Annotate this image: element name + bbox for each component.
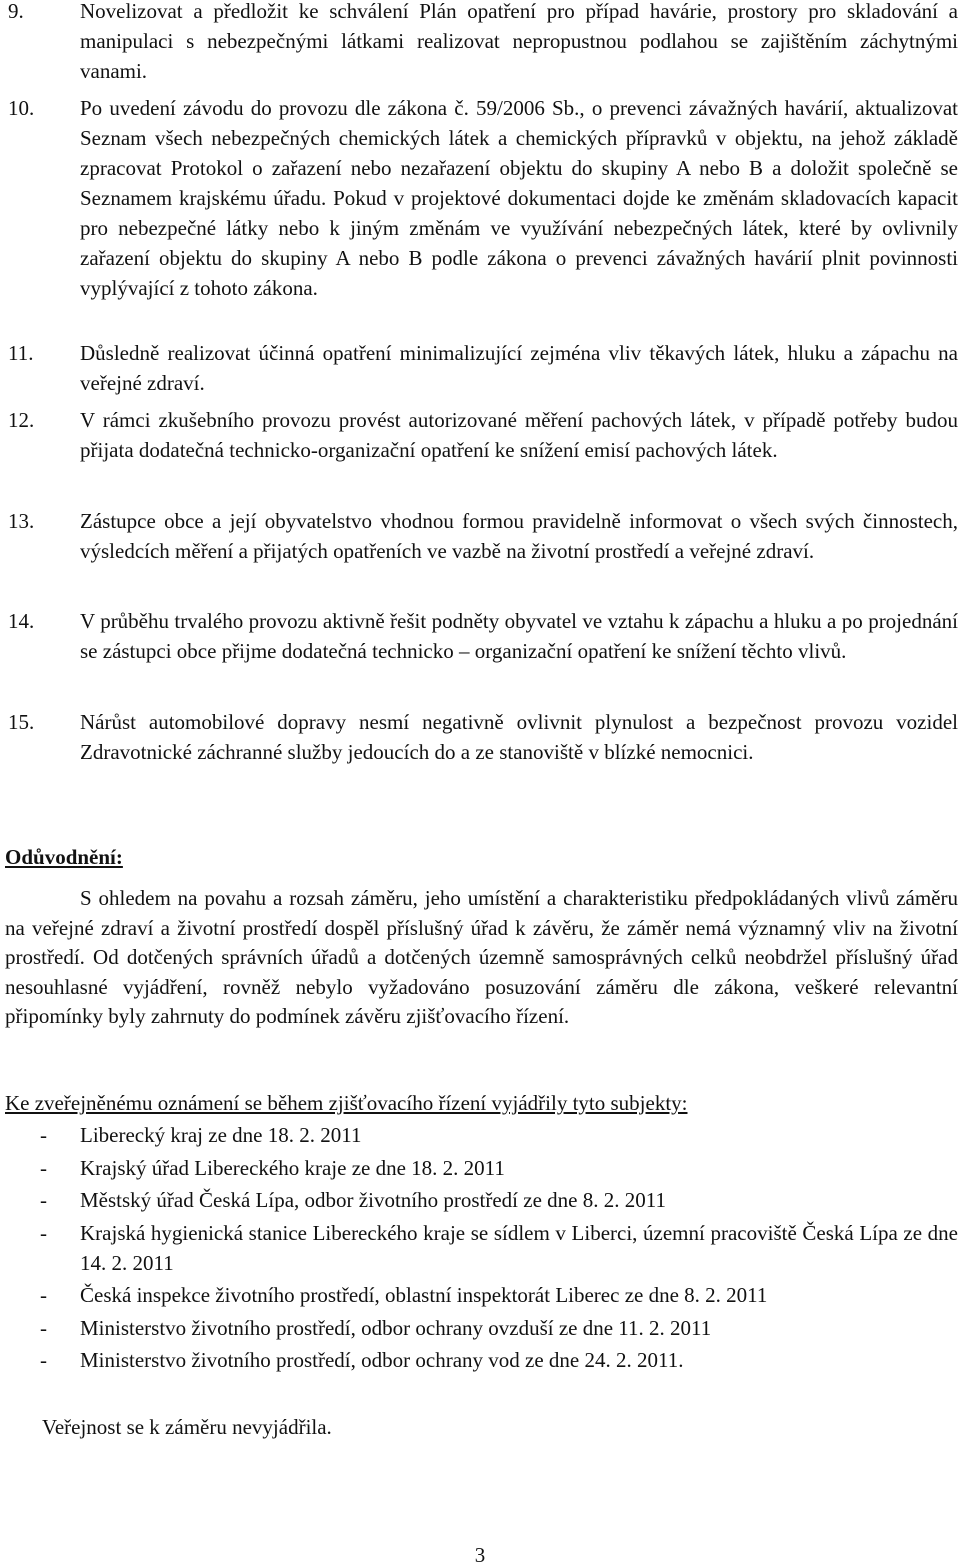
bullet-dash: - [40, 1188, 47, 1212]
item-number: 9. [8, 0, 24, 23]
list-item [0, 606, 958, 666]
bullet-dash: - [40, 1283, 47, 1307]
list-item [0, 405, 958, 465]
list-item [0, 93, 958, 303]
statements-list [0, 1120, 958, 1378]
statements-heading: Ke zveřejněnému oznámení se během zjišťovacího řízení vyjádřily tyto subjekty: [5, 1091, 688, 1115]
item-text: V rámci zkušebního provozu provést autorizované měření pachových látek, v případě potřeby budou přijata dodatečná technicko-organizační opatření ke snížení emisí pachových látek. [80, 408, 958, 462]
item-text: V průběhu trvalého provozu aktivně řešit podněty obyvatel ve vztahu k zápachu a hluku a po projednání se zástupci obce přijme dodatečná technicko – organizační opatření ke snížení těchto vlivů. [80, 609, 958, 663]
statement-text: Česká inspekce životního prostředí, oblastní inspektorát Liberec ze dne 8. 2. 2011 [80, 1283, 768, 1307]
list-item [0, 338, 958, 398]
item-number: 13. [8, 509, 35, 533]
item-text: Důsledně realizovat účinná opatření minimalizující zejména vliv těkavých látek, hluku a zápachu na veřejné zdraví. [80, 341, 958, 395]
page-number: 3 [474, 1543, 486, 1567]
statement-text: Městský úřad Česká Lípa, odbor životního prostředí ze dne 8. 2. 2011 [80, 1188, 666, 1212]
list-item [0, 707, 958, 767]
bullet-dash: - [40, 1220, 47, 1245]
justification-paragraph: S ohledem na povahu a rozsah záměru, jeho umístění a charakteristiku předpokládaných vlivů záměru na veřejné zdraví a životní prostředí dospěl příslušný úřad k závěru, že záměr nemá významný vliv na životní prostředí. Od dotčených správních úřadů a dotčených územně samosprávných celků neobdržel příslušný úřad nesouhlasné vyjádření, rovněž nebylo vyžadováno posuzování záměru dle zákona, veškeré relevantní připomínky byly zahrnuty do podmínek závěru zjišťovacího řízení. [5, 886, 958, 1029]
statement-item [0, 1345, 958, 1375]
statement-item [0, 1153, 958, 1183]
public-note: Veřejnost se k záměru nevyjádřila. [42, 1415, 332, 1439]
bullet-dash: - [40, 1123, 47, 1147]
statement-item [0, 1280, 958, 1310]
item-number: 14. [8, 609, 35, 633]
statement-text: Ministerstvo životního prostředí, odbor ochrany ovzduší ze dne 11. 2. 2011 [80, 1315, 712, 1340]
item-text: Novelizovat a předložit ke schválení Plán opatření pro případ havárie, prostory pro skladování a manipulaci s nebezpečnými látkami realizovat nepropustnou podlahou se zajištěním záchytnými vanami. [80, 0, 958, 83]
item-number: 11. [8, 341, 34, 365]
statement-text: Krajský úřad Libereckého kraje ze dne 18. 2. 2011 [80, 1155, 505, 1180]
justification-heading: Odůvodnění: [5, 845, 123, 869]
list-item [0, 506, 958, 566]
bullet-dash: - [40, 1348, 47, 1372]
list-item [0, 0, 958, 86]
statement-item [0, 1218, 958, 1278]
bullet-dash: - [40, 1315, 47, 1340]
item-text: Nárůst automobilové dopravy nesmí negativně ovlivnit plynulost a bezpečnost provozu vozidel Zdravotnické záchranné služby jedoucích do a ze stanoviště v blízké nemocnici. [80, 710, 958, 764]
statement-item [0, 1120, 958, 1150]
statement-text: Ministerstvo životního prostředí, odbor ochrany vod ze dne 24. 2. 2011. [80, 1348, 684, 1372]
item-number: 10. [8, 96, 35, 120]
item-text: Zástupce obce a její obyvatelstvo vhodnou formou pravidelně informovat o všech svých činnostech, výsledcích měření a přijatých opatřeních ve vazbě na životní prostředí a veřejné zdraví. [80, 509, 958, 563]
statement-item [0, 1185, 958, 1215]
item-number: 15. [8, 710, 35, 734]
statement-text: Krajská hygienická stanice Libereckého kraje se sídlem v Liberci, územní pracoviště Česká Lípa ze dne 14. 2. 2011 [80, 1220, 958, 1275]
item-number: 12. [8, 408, 35, 432]
item-text: Po uvedení závodu do provozu dle zákona č. 59/2006 Sb., o prevenci závažných havárií, aktualizovat Seznam všech nebezpečných chemických látek a chemických přípravků v objektu, na jehož základě zpracovat Protokol o zařazení nebo nezařazení objektu do skupiny A nebo B a doložit společně se Seznamem krajskému úřadu. Pokud v projektové dokumentaci dojde ke změnám skladovacích kapacit pro nebezpečné látky nebo k jiným změnám ve využívání nebezpečných látek, které by ovlivnily zařazení objektu do skupiny A nebo B podle zákona o prevenci závažných havárií plnit povinnosti vyplývající z tohoto zákona. [80, 96, 958, 300]
bullet-dash: - [40, 1155, 47, 1180]
statement-item [0, 1313, 958, 1343]
statement-text: Liberecký kraj ze dne 18. 2. 2011 [80, 1123, 362, 1147]
